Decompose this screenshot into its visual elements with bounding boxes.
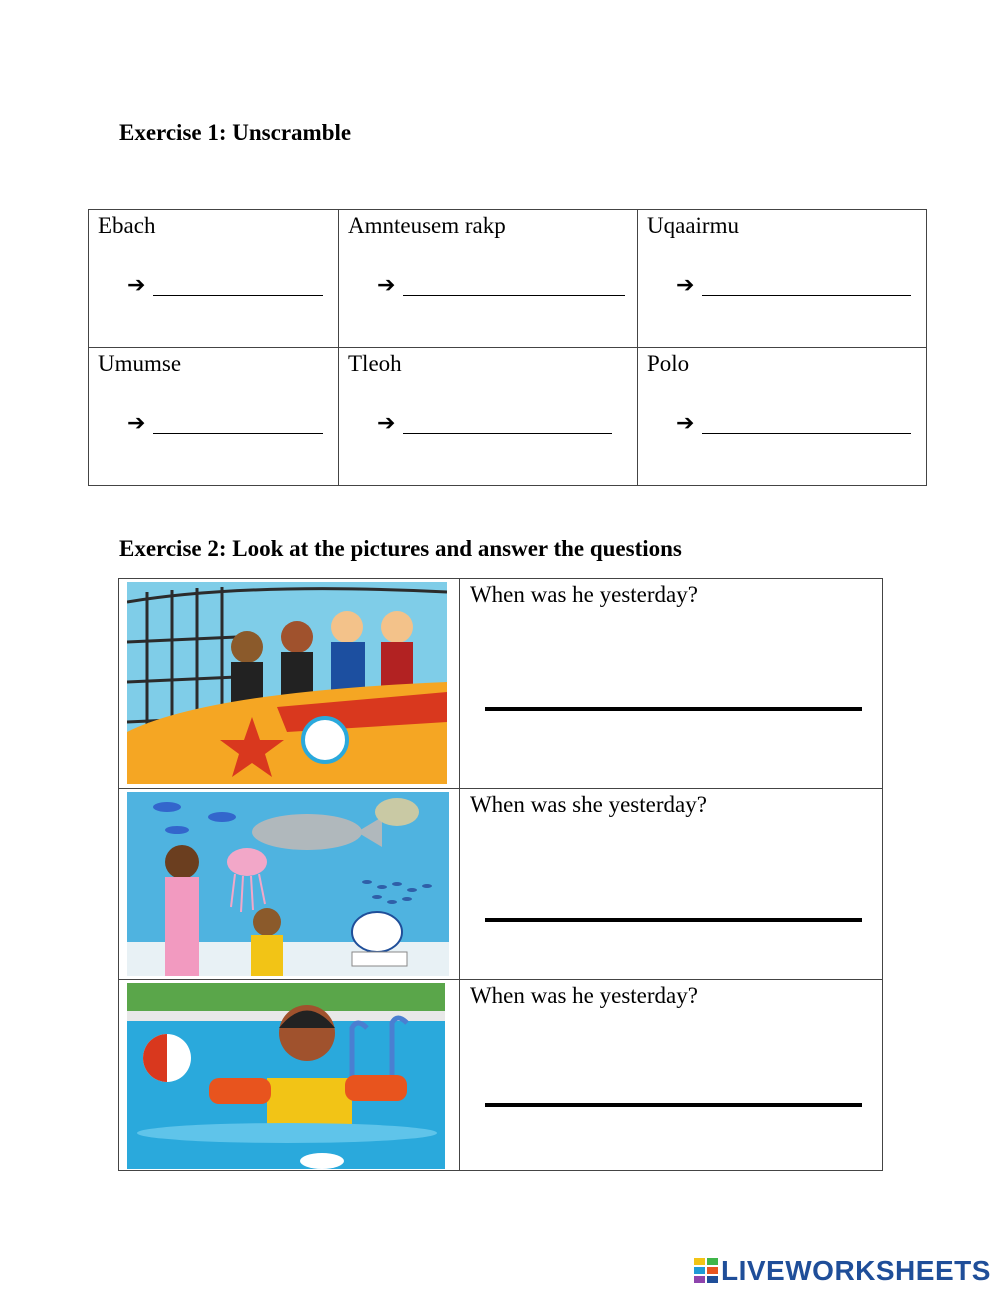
scrambled-word: Amnteusem rakp <box>348 213 506 238</box>
arrow-right-icon: ➔ <box>127 410 146 435</box>
unscramble-cell <box>89 348 339 486</box>
arrow-right-icon: ➔ <box>377 272 396 297</box>
exercise-1-title: Exercise 1: Unscramble <box>119 120 352 145</box>
unscramble-cell <box>638 348 927 486</box>
question-text: When was he yesterday? <box>469 582 698 607</box>
unscramble-table <box>88 209 927 486</box>
question-text: When was he yesterday? <box>469 983 698 1008</box>
answer-line[interactable] <box>485 918 862 922</box>
aquarium-icon <box>127 792 449 976</box>
arrow-right-icon: ➔ <box>676 410 695 435</box>
answer-blank[interactable] <box>403 271 625 296</box>
question-cell <box>459 980 882 1171</box>
arrow-right-icon: ➔ <box>377 410 396 435</box>
unscramble-cell <box>339 210 638 348</box>
unscramble-cell <box>638 210 927 348</box>
liveworksheets-logo <box>694 1255 991 1287</box>
swimming-pool-icon <box>127 983 445 1169</box>
question-cell <box>459 789 882 980</box>
scrambled-word: Umumse <box>98 351 182 376</box>
answer-blank[interactable] <box>702 409 911 434</box>
answer-blank[interactable] <box>153 271 323 296</box>
question-cell <box>459 579 882 789</box>
answer-blank[interactable] <box>153 409 323 434</box>
answer-line[interactable] <box>485 707 862 711</box>
scrambled-word: Uqaairmu <box>647 213 739 238</box>
answer-line[interactable] <box>485 1103 862 1107</box>
unscramble-cell <box>339 348 638 486</box>
brand-text: LIVEWORKSHEETS <box>721 1255 991 1286</box>
picture-cell <box>119 789 460 980</box>
arrow-right-icon: ➔ <box>127 272 146 297</box>
roller-coaster-icon <box>127 582 447 784</box>
scrambled-word: Tleoh <box>348 351 402 376</box>
answer-blank[interactable] <box>702 271 911 296</box>
liveworksheets-logo-icon <box>694 1258 718 1284</box>
picture-cell <box>119 579 460 789</box>
exercise-2-title: Exercise 2: Look at the pictures and answer the questions <box>119 536 682 561</box>
answer-blank[interactable] <box>403 409 612 434</box>
question-text: When was she yesterday? <box>469 792 707 817</box>
unscramble-cell <box>89 210 339 348</box>
picture-cell <box>119 980 460 1171</box>
arrow-right-icon: ➔ <box>676 272 695 297</box>
scrambled-word: Polo <box>647 351 690 376</box>
picture-question-table <box>118 578 883 1171</box>
scrambled-word: Ebach <box>98 213 156 238</box>
